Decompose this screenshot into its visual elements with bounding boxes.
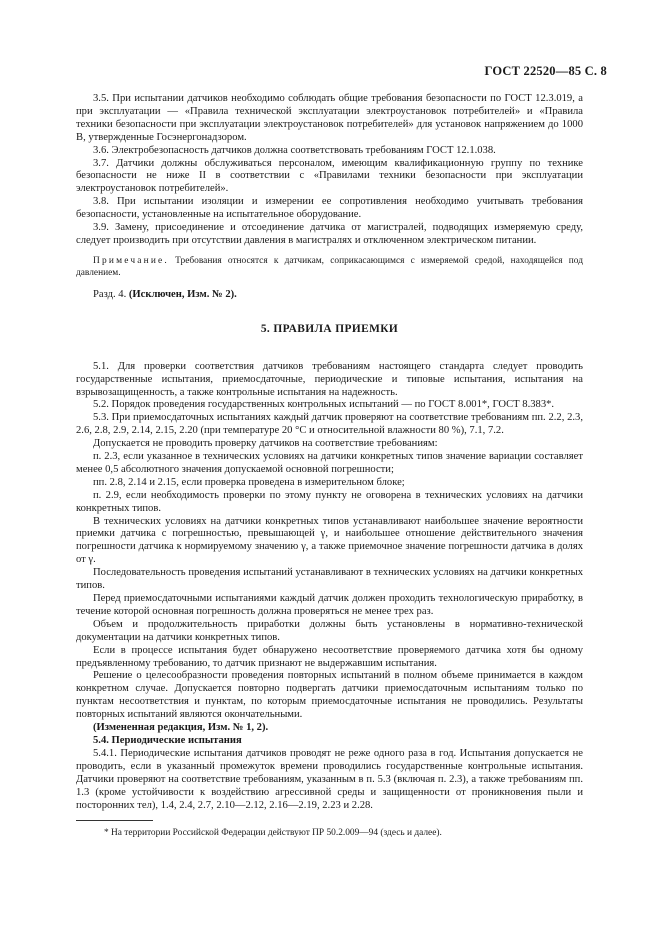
paragraph-sequence: Последовательность проведения испытаний устанавливают в технических условиях на датчики конкретных типов. — [76, 567, 583, 592]
section-title: 5. ПРАВИЛА ПРИЕМКИ — [260, 322, 399, 335]
document-body — [76, 93, 583, 839]
footnote: * На территории Российской Федерации действуют ПР 50.2.009—94 (здесь и далее). — [104, 828, 442, 839]
paragraph-5-3: 5.3. При приемосдаточных испытаниях каждый датчик проверяют на соответствие требованиям пп. 2.2, 2.3, 2.6, 2.8, 2.9, 2.14, 2.15, 2.20 (при температуре 20 °С и относительной влажности 80 %), 7.1, 7.2. — [76, 412, 583, 437]
section-4-note — [76, 289, 583, 302]
paragraph-allowed: Допускается не проводить проверку датчиков на соответствие требованиям: — [93, 438, 438, 450]
paragraph-3-5: 3.5. При испытании датчиков необходимо соблюдать общие требования безопасности по ГОСТ 12.3.019, а при эксплуатации — «Правила технической эксплуатации электроустановок потребителей» и «Правила техники безопасности при эксплуатации электроустановок потребителей» для установок напряжением до 1000 В, утвержденные Госэнергонадзором. — [76, 93, 583, 143]
paragraph-5-4-1: 5.4.1. Периодические испытания датчиков проводят не реже одного раза в год. Испытания допускается не проводить, если в указанный промежуток времени проводились государственные контрольные испытания. Датчики проверяют на соответствие требованиям, указанным в п. 5.3 (включая п. 2.3), а также требованиям пп. 1.3 (кроме устойчивости к воздействию агрессивной среды и защищенности от проникновения пыли и посторонних тел), 1.4, 2.4, 2.7, 2.10—2.12, 2.16—2.19, 2.23 и 2.28. — [76, 747, 583, 811]
paragraph-item-2-8: пп. 2.8, 2.14 и 2.15, если проверка проведена в измерительном блоке; — [93, 476, 405, 488]
page-header: ГОСТ 22520—85 С. 8 — [484, 64, 607, 78]
paragraph-5-2: 5.2. Порядок проведения государственных контрольных испытаний — по ГОСТ 8.001*, ГОСТ 8.383*. — [93, 399, 555, 411]
paragraph-retest-decision: Решение о целесообразности проведения повторных испытаний в полном объеме принимается в каждом конкретном случае. Допускается повторно подвергать датчики приемосдаточным испытаниям только по пунктам несоответствия и пунктам, по которым приемосдаточные испытания не проводились. Результаты повторных испытаний являются окончательными. — [76, 670, 583, 721]
footnote-divider — [76, 820, 153, 821]
paragraph-5-1: 5.1. Для проверки соответствия датчиков требованиям настоящего стандарта следует проводить государственные испытания, приемосдаточные, периодические и типовые испытания, испытания на взрывозащищенность, а также контрольные испытания на надежность. — [76, 360, 583, 398]
amendment-note: (Измененная редакция, Изм. № 1, 2). — [93, 722, 269, 734]
paragraph-tech-conditions: В технических условиях на датчики конкретных типов устанавливают наибольшее значение вероятности приемки датчика с погрешностью, превышающей γ, и наибольшее отношение действительного значения погрешности датчика к нормируемому значению γ, а также приемочное значение погрешности датчика в долях от γ. — [76, 515, 583, 566]
paragraph-nonconformity: Если в процессе испытания будет обнаружено несоответствие проверяемого датчика хотя бы одному предъявленному требованию, то датчик признают не выдержавшим испытания. — [76, 644, 583, 669]
paragraph-3-8: 3.8. При испытании изоляции и измерении ее сопротивления необходимо учитывать требования безопасности, установленные на испытательное оборудование. — [76, 196, 583, 221]
note-text: Требования относятся к датчикам, соприкасающимся с измеряемой средой, находящейся под давлением. — [76, 255, 583, 278]
section-4-prefix: Разд. 4. — [93, 288, 129, 300]
paragraph-volume: Объем и продолжительность приработки должны быть установлены в нормативно-технической документации на датчики конкретных типов. — [76, 618, 583, 643]
paragraph-3-6: 3.6. Электробезопасность датчиков должна соответствовать требованиям ГОСТ 12.1.038. — [93, 144, 496, 156]
paragraph-3-9: 3.9. Замену, присоединение и отсоединение датчика от магистралей, подводящих измеряемую среду, следует производить при отсутствии давления в магистралях и отключенном электрическом питании. — [76, 222, 583, 246]
note-label: Примечание. — [93, 255, 169, 266]
paragraph-5-4-heading: 5.4. Периодические испытания — [93, 734, 242, 746]
note — [76, 255, 583, 279]
section-4-excluded: (Исключен, Изм. № 2). — [128, 288, 237, 300]
paragraph-item-2-3: п. 2.3, если указанное в технических условиях на датчики конкретных типов значение вариации составляет менее 0,5 абсолютного значения допускаемой основной погрешности; — [76, 451, 583, 475]
paragraph-3-7: 3.7. Датчики должны обслуживаться персоналом, имеющим квалификационную группу по технике безопасности не ниже II в соответствии с «Правилами техники безопасности при эксплуатации электроустановок потребителей». — [76, 157, 583, 195]
paragraph-before-tests: Перед приемосдаточными испытаниями каждый датчик должен проходить технологическую приработку, в течение которой основная погрешность должна проверяться не менее трех раз. — [76, 593, 583, 617]
paragraph-item-2-9: п. 2.9, если необходимость проверки по этому пункту не оговорена в технических условиях на датчики конкретных типов. — [76, 489, 583, 514]
